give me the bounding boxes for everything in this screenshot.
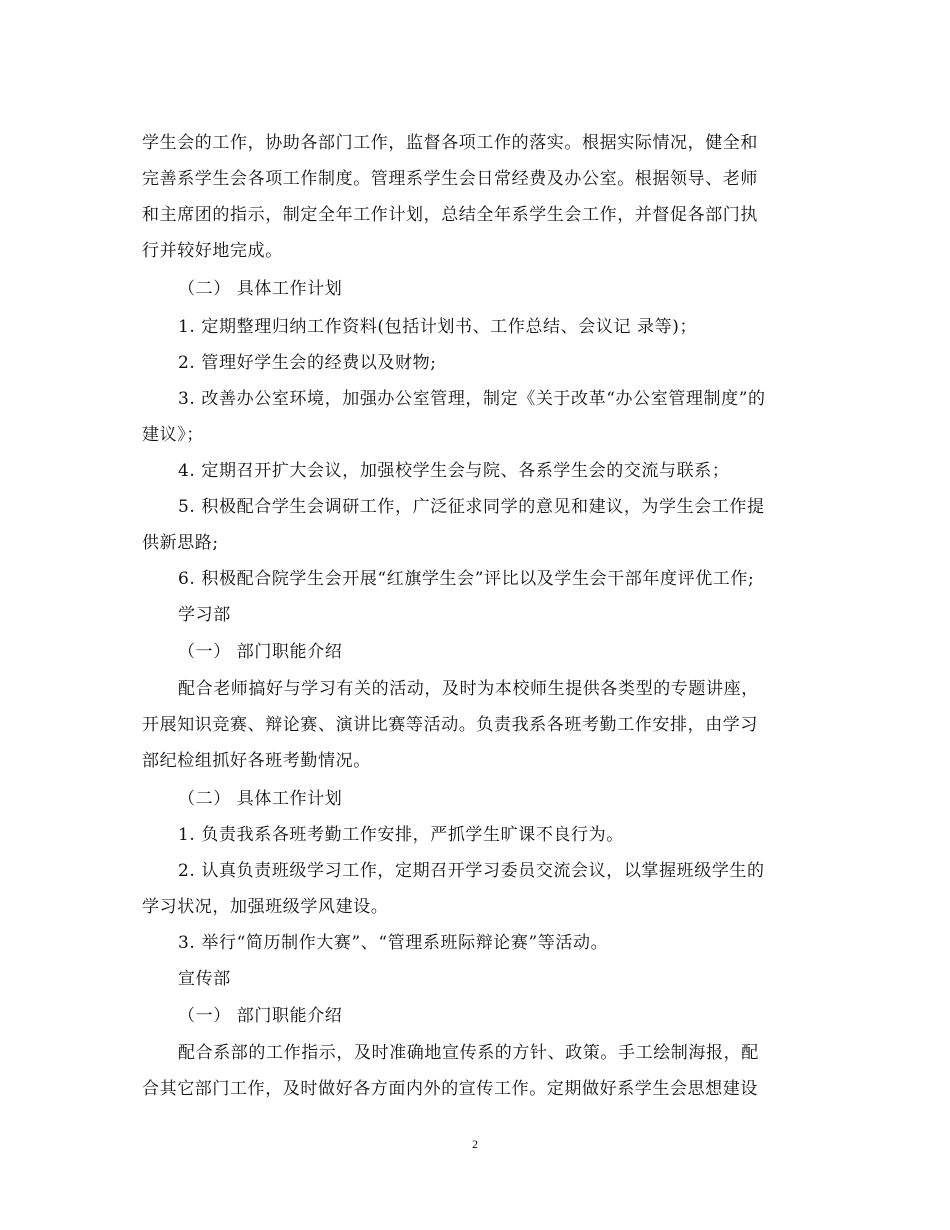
list-item: 1. 定期整理归纳工作资料(包括计划书、工作总结、会议记 录等)； [178,317,698,337]
list-item: 6. 积极配合院学生会开展“红旗学生会”评比以及学生会干部年度评优工作; [178,569,755,589]
list-item: 3. 举行“简历制作大赛”、“管理系班际辩论赛”等活动。 [178,933,609,953]
list-item: 1. 负责我系各班考勤工作安排，严抓学生旷课不良行为。 [178,825,624,845]
section-heading: （一） 部门职能介绍 [178,642,343,662]
list-item-continuation: 供新思路; [142,533,219,553]
body-text-line: 部纪检组抓好各班考勤情况。 [142,751,371,771]
body-text-line: 行并较好地完成。 [142,241,283,261]
list-item-continuation: 建议》； [142,425,204,445]
body-text-line: 配合系部的工作指示，及时准确地宣传系的方针、政策。手工绘制海报，配 [178,1043,759,1063]
list-item-continuation: 学习状况，加强班级学风建设。 [142,897,389,917]
body-text-line: 合其它部门工作，及时做好各方面内外的宣传工作。定期做好系学生会思想建设 [142,1079,758,1099]
page-number: 2 [472,1137,478,1151]
section-heading: （二） 具体工作计划 [178,789,343,809]
list-item: 4. 定期召开扩大会议，加强校学生会与院、各系学生会的交流与联系； [178,461,730,481]
department-heading: 宣传部 [178,969,231,989]
body-text-line: 开展知识竞赛、辩论赛、演讲比赛等活动。负责我系各班考勤工作安排，由学习 [142,715,758,735]
list-item: 2. 认真负责班级学习工作，定期召开学习委员交流会议，以掌握班级学生的 [178,861,765,881]
department-heading: 学习部 [178,605,231,625]
body-text-line: 配合老师搞好与学习有关的活动，及时为本校师生提供各类型的专题讲座， [178,679,759,699]
section-heading: （一） 部门职能介绍 [178,1006,343,1026]
body-text-line: 和主席团的指示，制定全年工作计划，总结全年系学生会工作，并督促各部门执 [142,205,758,225]
section-heading: （二） 具体工作计划 [178,279,343,299]
list-item: 3. 改善办公室环境，加强办公室管理，制定《关于改革“办公室管理制度”的 [178,389,766,409]
list-item: 5. 积极配合学生会调研工作，广泛征求同学的意见和建议，为学生会工作提 [178,497,765,517]
body-text-line: 完善系学生会各项工作制度。管理系学生会日常经费及办公室。根据领导、老师 [142,169,758,189]
list-item: 2. 管理好学生会的经费以及财物; [178,353,437,373]
body-text-line: 学生会的工作，协助各部门工作，监督各项工作的落实。根据实际情况，健全和 [142,133,758,153]
